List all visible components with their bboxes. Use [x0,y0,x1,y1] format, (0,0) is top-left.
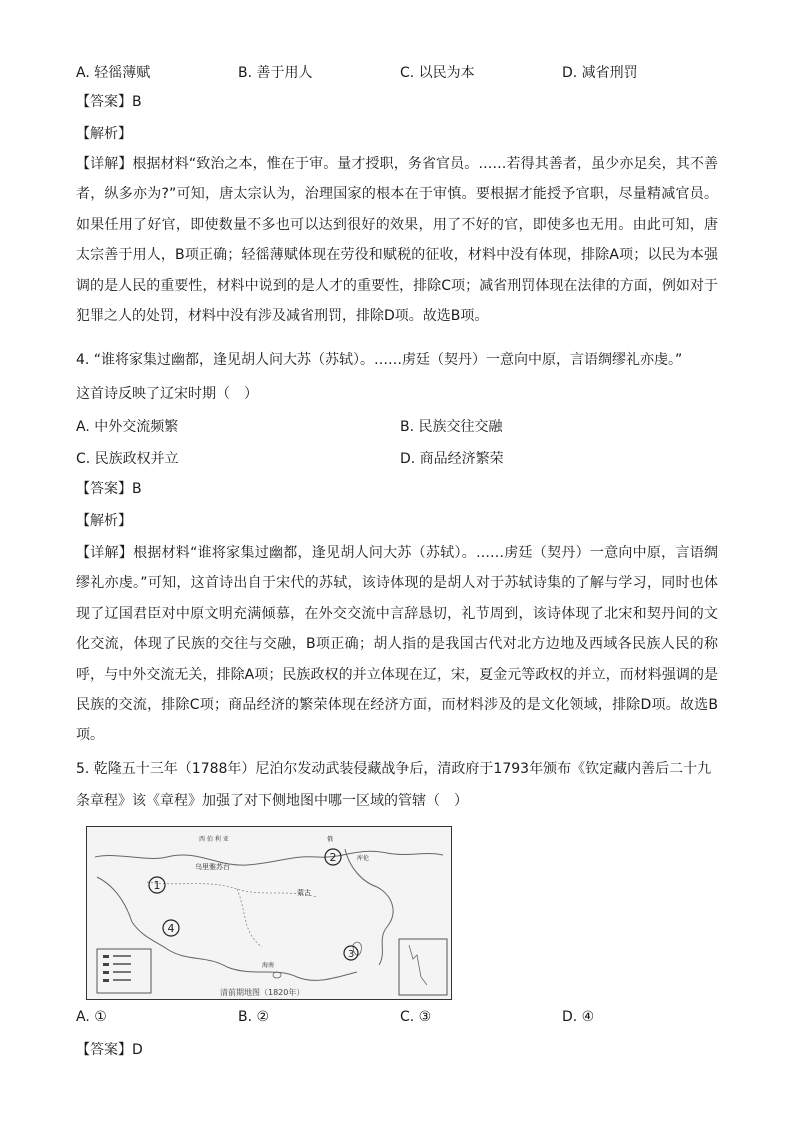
q4-stem-line1: 4. “谁将家集过幽都，逢见胡人问大苏（苏轼）。……虏廷（契丹）一意向中原，言语绸缪礼亦虔。” [76,352,683,368]
legend-swatch [103,979,109,982]
q5-option-b[interactable]: B. ② [238,1009,270,1025]
map-label-mid: 蒙古 [297,889,311,897]
marker-4 [163,920,179,936]
legend-swatch [103,963,109,966]
q5-option-a[interactable]: A. ① [76,1009,107,1025]
q4-stem-line2: 这首诗反映了辽宋时期（ ） [76,386,258,402]
q5-option-c[interactable]: C. ③ [400,1009,432,1025]
southern-border [97,877,357,980]
marker-1 [149,877,165,893]
marker-3 [344,946,358,960]
map-label-top1: 西 伯 利 亚 [199,836,229,843]
map-svg [87,827,451,999]
interior-boundary-2 [237,889,262,947]
q4-answer: 【答案】B [76,481,142,497]
q3-option-b[interactable]: B. 善于用人 [238,65,313,81]
map-label-region2: 库伦 [357,855,370,862]
q3-answer: 【答案】B [76,94,142,110]
map-label-region1: 乌里雅苏台 [195,863,230,871]
q4-option-d[interactable]: D. 商品经济繁荣 [400,451,504,467]
svg-text:1: 1 [153,879,161,892]
map-label-south: 海南 [262,962,275,969]
q5-stem-line1: 5. 乾隆五十三年（1788年）尼泊尔发动武装侵藏战争后，清政府于1793年颁布《钦定藏内善后二十九 [76,761,712,777]
q5-options [76,1009,776,1031]
q4-options-row1 [76,416,776,438]
legend-swatch [103,955,109,958]
svg-text:3: 3 [348,949,355,960]
qing-map-figure [86,826,452,1000]
q4-detail: 【详解】根据材料“谁将家集过幽都，逢见胡人问大苏（苏轼）。……虏廷（契丹）一意向中原，言语绸缪礼亦虔。”可知，这首诗出自于宋代的苏轼，该诗体现的是胡人对于苏轼诗集的了解与学习，同时也体现了辽国君臣对中原文明充满倾慕，在外交交流中言辞恳切，礼节周到，该诗体现了北宋和契丹间的文化交流，体现了民族的交往与交融，B项正确；胡人指的是我国古代对北方边地及西域各民族人民的称呼，与中外交流无关，排除A项；民族政权的并立体现在辽，宋，夏金元等政权的并立，而材料强调的是民族的交流，排除C项；商品经济的繁荣体现在经济方面，而材料涉及的是文化领域，排除D项。故选B项。 [76,545,718,744]
q4-option-b[interactable]: B. 民族交往交融 [400,419,503,435]
q5-stem-line2: 条章程》该《章程》加强了对下侧地图中哪一区域的管辖（ ） [76,793,468,809]
q4-option-c[interactable]: C. 民族政权并立 [76,451,179,467]
svg-text:2: 2 [329,851,337,864]
interior-boundary [147,882,317,897]
map-label-top2: 俄 [327,836,334,843]
q4-option-a[interactable]: A. 中外交流频繁 [76,419,179,435]
q3-option-d[interactable]: D. 减省刑罚 [562,65,638,81]
q4-analysis-label: 【解析】 [76,513,132,529]
q3-detail: 【详解】根据材料“致治之本，惟在于审。量才授职，务省官员。……若得其善者，虽少亦足矣，其不善者，纵多亦为?”可知，唐太宗认为，治理国家的根本在于审慎。要根据才能授予官职，尽量精减官员。如果任用了好官，即使数量不多也可以达到很好的效果，用了不好的官，即使多也无用。由此可知，唐太宗善于用人，B项正确；轻徭薄赋体现在劳役和赋税的征收，材料中没有体现，排除A项；以民为本强调的是人民的重要性，材料中说到的是人才的重要性，排除C项；减省刑罚体现在法律的方面，例如对于犯罪之人的处罚，材料中没有涉及减省刑罚，排除D项。故选B项。 [76,156,718,325]
q5-answer: 【答案】D [76,1042,143,1058]
svg-text:4: 4 [167,922,175,935]
hainan-island [273,972,281,978]
inset-islands [409,945,427,985]
q3-analysis-label: 【解析】 [76,126,132,142]
northern-border [95,851,443,865]
q4-options-row2 [76,448,776,470]
map-inset [399,939,447,995]
q3-option-c[interactable]: C. 以民为本 [400,65,475,81]
legend-swatch [103,971,109,974]
map-caption: 清前期地图（1820年） [220,988,305,997]
q3-option-a[interactable]: A. 轻徭薄赋 [76,65,151,81]
eastern-border [345,849,393,965]
q3-options [76,62,776,84]
q5-option-d[interactable]: D. ④ [562,1009,595,1025]
